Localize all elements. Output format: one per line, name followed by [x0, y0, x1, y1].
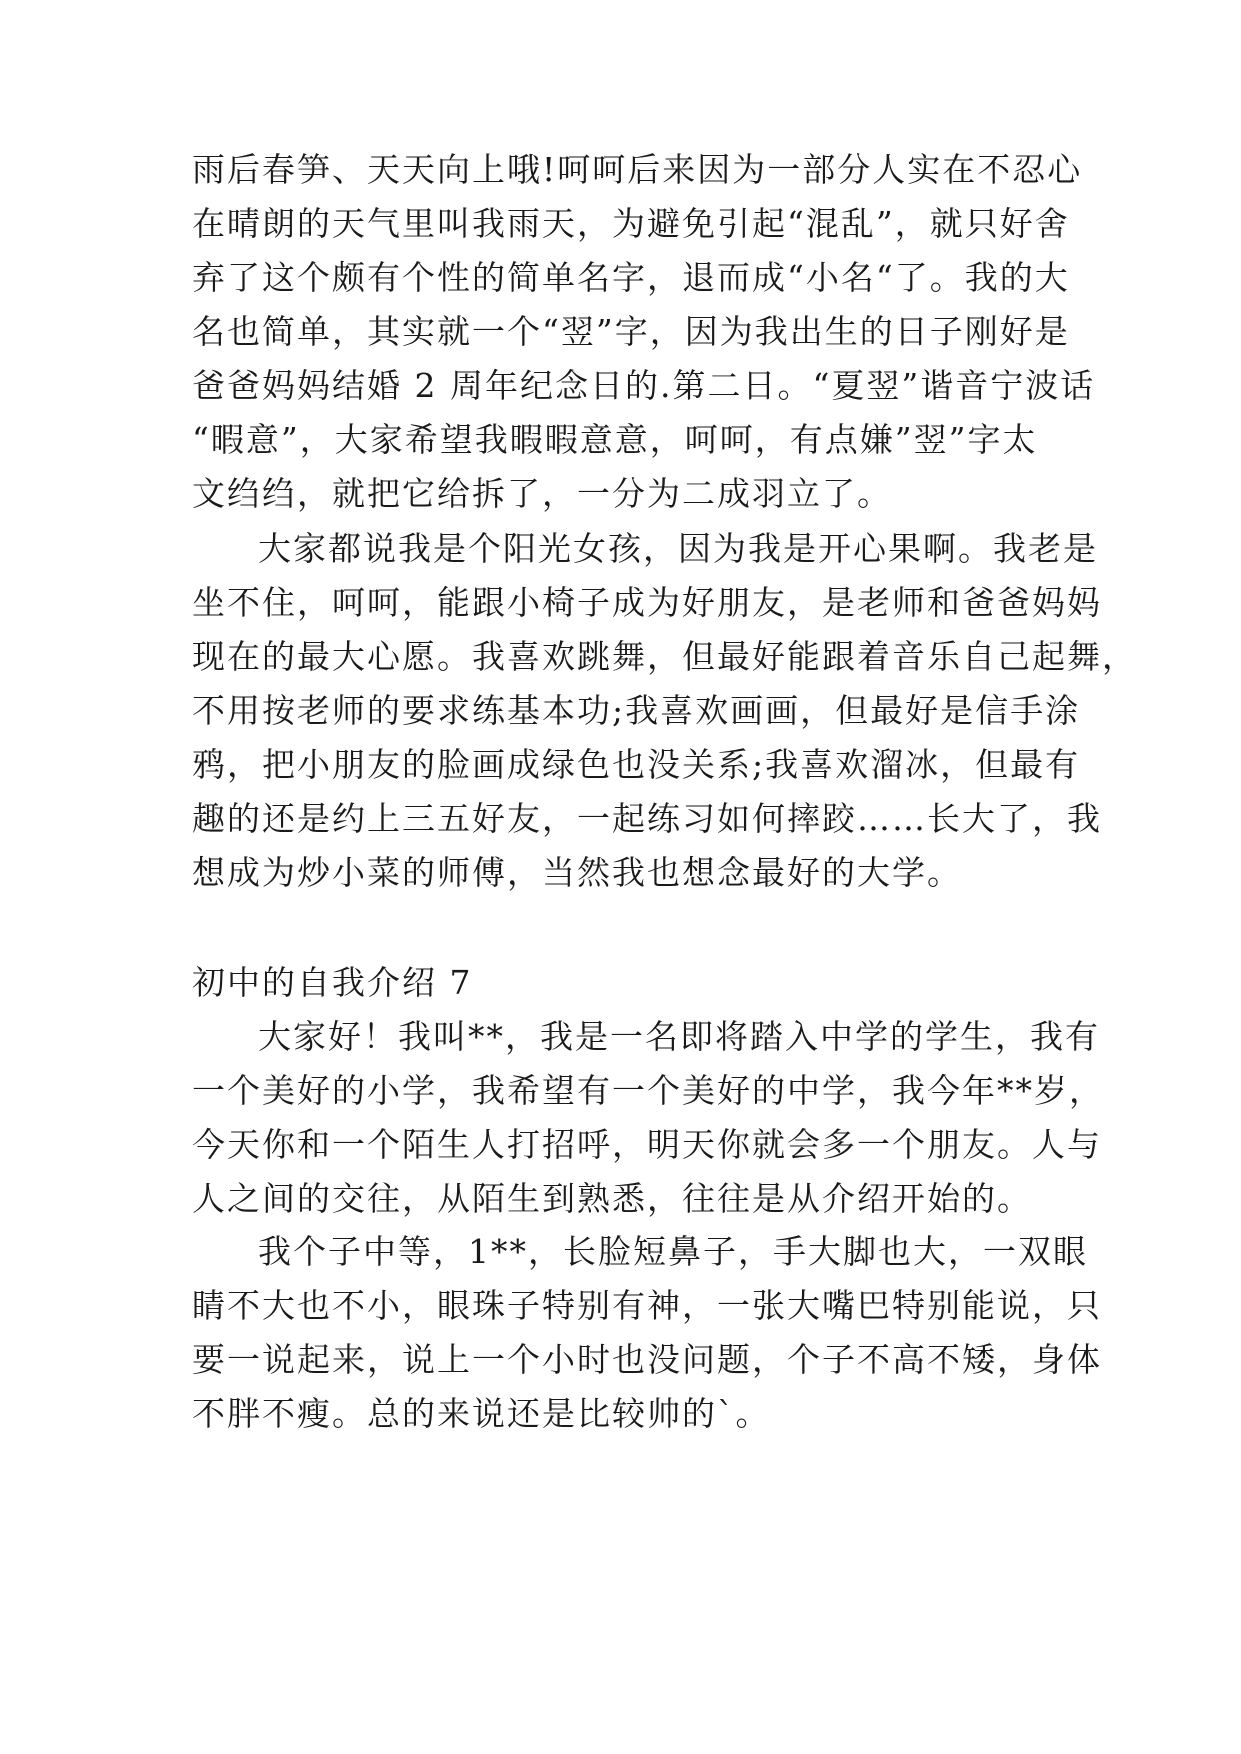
text-line: 雨后春笋、天天向上哦!呵呵后来因为一部分人实在不忍心 — [192, 150, 1083, 189]
text-line: 文绉绉，就把它给拆了，一分为二成羽立了。 — [192, 474, 892, 513]
text-line: 爸爸妈妈结婚 2 周年纪念日的.第二日。“夏翌”谐音宁波话 — [192, 366, 1096, 405]
text-line: 坐不住，呵呵，能跟小椅子成为好朋友，是老师和爸爸妈妈 — [192, 583, 1102, 622]
text-line: 大家都说我是个阳光女孩，因为我是开心果啊。我老是 — [258, 529, 1098, 568]
text-line: 我个子中等，1**，长脸短鼻子，手大脚也大，一双眼 — [258, 1232, 1088, 1271]
text-line: 在晴朗的天气里叫我雨天，为避免引起“混乱”，就只好舍 — [192, 204, 1070, 243]
text-line: 鸦，把小朋友的脸画成绿色也没关系;我喜欢溜冰，但最有 — [192, 745, 1081, 784]
text-line: 人之间的交往，从陌生到熟悉，往往是从介绍开始的。 — [192, 1179, 1032, 1218]
text-line: 不用按老师的要求练基本功;我喜欢画画，但最好是信手涂 — [192, 691, 1081, 730]
section-heading: 初中的自我介绍 7 — [192, 963, 473, 1002]
text-line: 大家好！我叫**，我是一名即将踏入中学的学生，我有 — [258, 1017, 1100, 1056]
text-line: 名也简单，其实就一个“翌”字，因为我出生的日子刚好是 — [192, 312, 1070, 351]
text-line: 要一说起来，说上一个小时也没问题，个子不高不矮，身体 — [192, 1340, 1102, 1379]
text-line: 趣的还是约上三五好友，一起练习如何摔跤……长大了，我 — [192, 799, 1102, 838]
text-line: “暇意”，大家希望我暇暇意意，呵呵，有点嫌”翌”字太 — [192, 420, 1038, 459]
text-line: 不胖不瘦。总的来说还是比较帅的`。 — [192, 1394, 771, 1433]
text-line: 睛不大也不小，眼珠子特别有神，一张大嘴巴特别能说，只 — [192, 1286, 1102, 1325]
text-line: 想成为炒小菜的师傅，当然我也想念最好的大学。 — [192, 853, 962, 892]
text-line: 一个美好的小学，我希望有一个美好的中学，我今年**岁， — [192, 1071, 1104, 1110]
text-line: 弃了这个颇有个性的简单名字，退而成“小名“了。我的大 — [192, 258, 1070, 297]
text-line: 今天你和一个陌生人打招呼，明天你就会多一个朋友。人与 — [192, 1125, 1102, 1164]
text-line: 现在的最大心愿。我喜欢跳舞，但最好能跟着音乐自己起舞， — [192, 637, 1137, 676]
